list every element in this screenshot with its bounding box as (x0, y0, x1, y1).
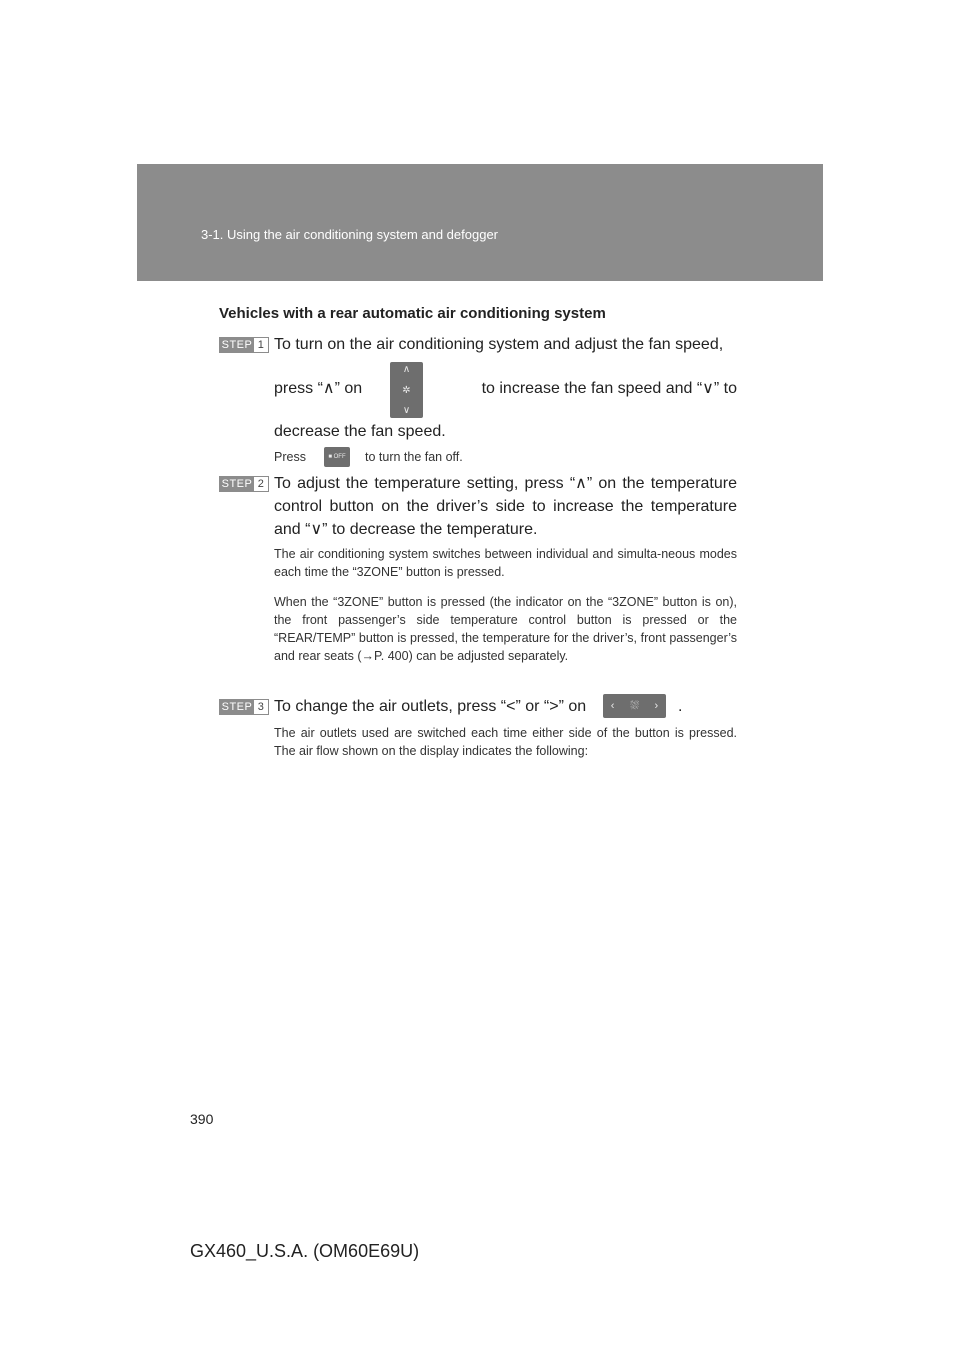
step-1-note-start: Press (274, 450, 306, 464)
fan-speed-button (390, 362, 423, 418)
step-1-line-2-start: press “∧” on (274, 380, 363, 397)
step-number: 2 (254, 477, 268, 491)
step-1-line-2 (274, 378, 737, 398)
step-1-note-end: to turn the fan off. (365, 450, 463, 464)
step-3-badge (219, 699, 269, 715)
step-2-text: To adjust the temperature setting, press “∧” on the temperature control button on the driver’s side to increase the temperature and “∨” to decrease the temperature. (274, 475, 737, 538)
step-1-line-2-end: to increase the fan speed and “∨” to (481, 380, 737, 397)
manual-code: GX460_U.S.A. (OM60E69U) (190, 1241, 420, 1261)
step-2-badge (219, 476, 269, 492)
fan-off-button: ■ OFF (324, 447, 350, 467)
step-1-badge (219, 337, 269, 353)
step-1-line-3: decrease the fan speed. (274, 423, 446, 440)
step-label: STEP (221, 478, 253, 490)
step-label: STEP (221, 339, 253, 351)
step-label: STEP (221, 701, 253, 713)
step-2-note-1: The air conditioning system switches between individual and simulta-neous modes each time the “3ZONE” button is pressed. (274, 547, 737, 579)
page-number: 390 (190, 1111, 214, 1127)
step-3-note: The air outlets used are switched each time either side of the button is pressed. The air flow shown on the display indicates the following: (274, 726, 737, 758)
chevron-up-icon: ∧ (402, 364, 411, 375)
step-3-text: To change the air outlets, press “<” or “>” on (274, 698, 587, 715)
header-band (137, 164, 823, 281)
air-outlet-button (603, 694, 666, 718)
fan-icon: ✲ (402, 384, 411, 396)
air-outlet-icon: ⛆ (630, 699, 639, 712)
step-1-line-1: To turn on the air conditioning system and adjust the fan speed, (274, 336, 724, 353)
chevron-left-icon: ‹ (610, 700, 615, 712)
step-number: 1 (254, 338, 268, 352)
step-2-note-2: When the “3ZONE” button is pressed (the indicator on the “3ZONE” button is on), the front passenger’s side temperature control button is pressed or the “REAR/TEMP” button is pressed, the temperature for the driver’s, front passenger’s and rear seats (→P. 400) can be adjusted separately. (274, 595, 737, 663)
chevron-right-icon: › (654, 700, 659, 712)
chevron-down-icon: ∨ (402, 405, 411, 416)
section-title: 3-1. Using the air conditioning system and defogger (201, 227, 499, 242)
step-number: 3 (254, 700, 268, 714)
step-3-text-end: . (678, 698, 683, 715)
subsection-title: Vehicles with a rear automatic air conditioning system (219, 305, 606, 322)
